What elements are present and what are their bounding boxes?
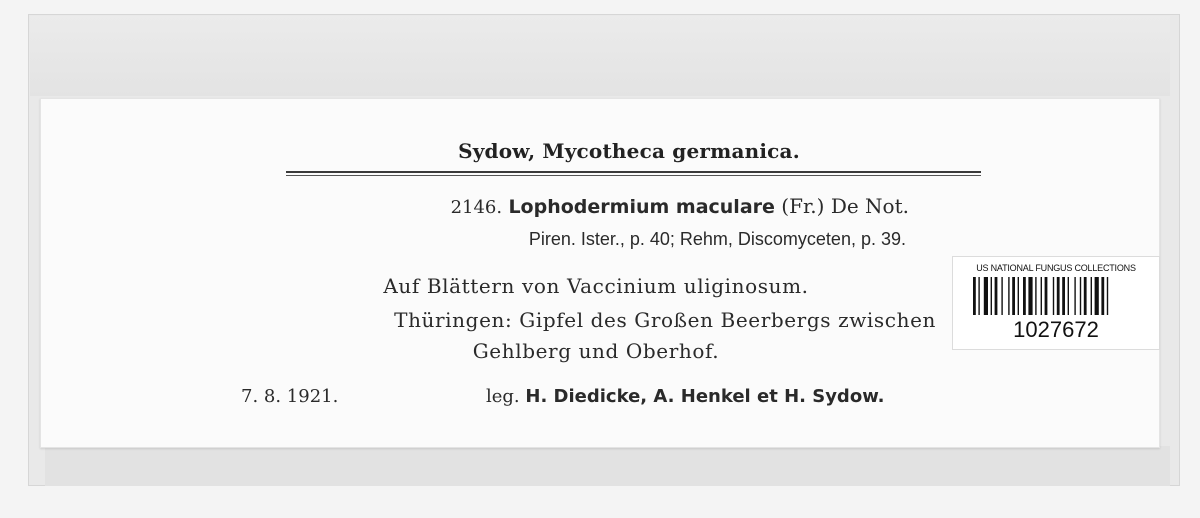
barcode-label: [952, 256, 1160, 350]
specimen-number: 2146.: [450, 197, 503, 218]
collection-date: 7. 8. 1921.: [241, 386, 339, 407]
barcode-icon: [973, 277, 1139, 315]
title-rule: [286, 171, 981, 173]
taxon-line: [301, 194, 909, 218]
locality-line: Thüringen: Gipfel des Großen Beerbergs zwischen: [394, 308, 936, 332]
taxon-author: (Fr.) De Not.: [781, 194, 909, 218]
title-rule-thin: [286, 175, 981, 176]
envelope-top-flap: [30, 16, 1170, 96]
envelope-bottom-flap: [45, 446, 1170, 486]
taxon-name: Lophodermium maculare: [508, 196, 775, 218]
literature-references: Piren. Ister., p. 40; Rehm, Discomyceten, p. 39.: [528, 229, 906, 249]
exsiccata-title: Sydow, Mycotheca germanica.: [458, 139, 800, 163]
collectors-prefix: leg.: [486, 386, 520, 407]
host-line: Auf Blättern von Vaccinium uliginosum.: [383, 274, 809, 298]
locality-line-2: Gehlberg und Oberhof.: [472, 339, 720, 363]
collectors-names: H. Diedicke, A. Henkel et H. Sydow.: [525, 386, 885, 407]
collectors-line: [486, 386, 885, 407]
barcode-institution: US NATIONAL FUNGUS COLLECTIONS: [976, 263, 1136, 273]
barcode-number: 1027672: [1013, 317, 1099, 342]
